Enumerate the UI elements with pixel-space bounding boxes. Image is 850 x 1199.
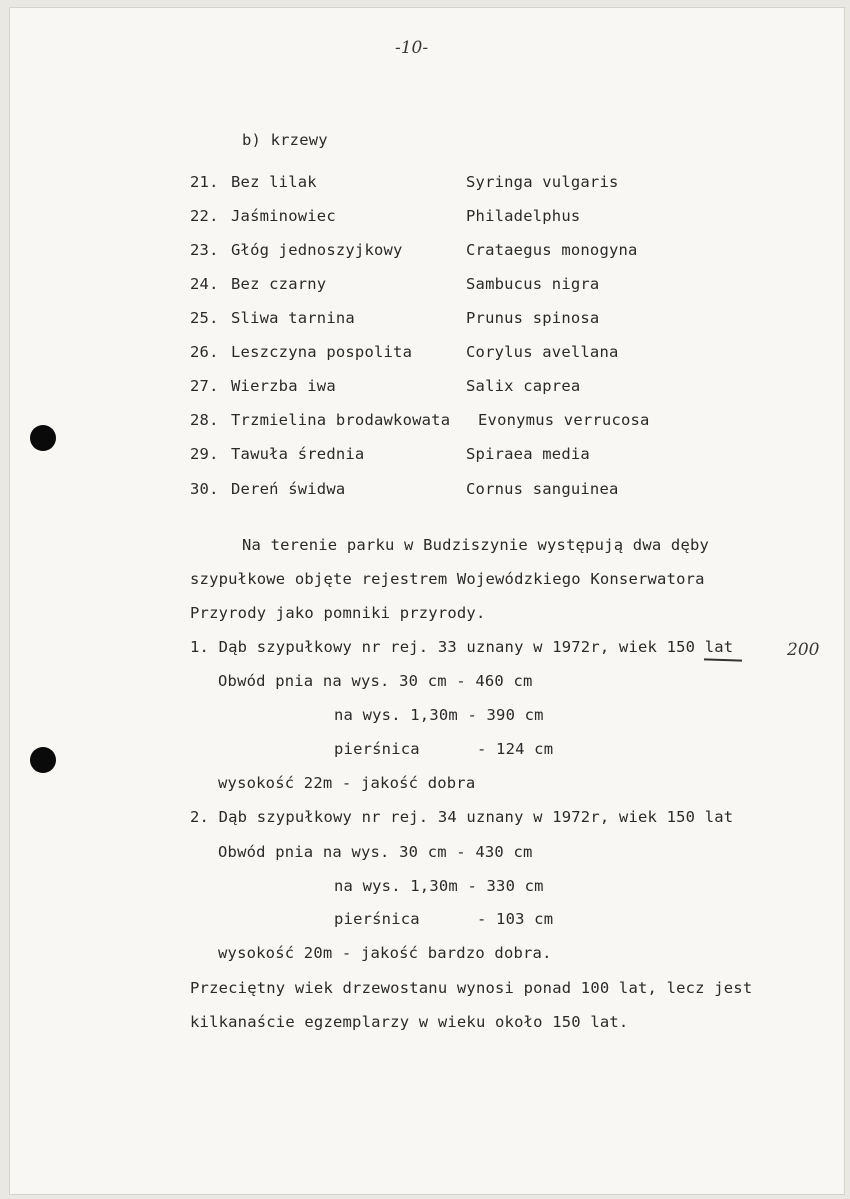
shrub-latin-name: Corylus avellana bbox=[466, 343, 619, 361]
oak1-height-quality: wysokość 22m - jakość dobra bbox=[218, 774, 476, 792]
oak1-title-prefix: 1. Dąb szypułkowy nr rej. 33 uznany w 1972r, wiek bbox=[190, 638, 667, 656]
shrub-polish-name: Jaśminowiec bbox=[231, 207, 336, 225]
oak1-title bbox=[190, 638, 733, 656]
shrub-polish-name: Sliwa tarnina bbox=[231, 309, 355, 327]
shrub-number: 30. bbox=[190, 480, 219, 498]
oak2-circumference-30cm: Obwód pnia na wys. 30 cm - 430 cm bbox=[218, 843, 533, 861]
shrub-polish-name: Dereń świdwa bbox=[231, 480, 346, 498]
oak1-circumference-130cm: na wys. 1,30m - 390 cm bbox=[334, 706, 544, 724]
oak2-circumference-130cm: na wys. 1,30m - 330 cm bbox=[334, 877, 544, 895]
oak1-breast-height: pierśnica - 124 cm bbox=[334, 740, 554, 758]
oak2-height-quality: wysokość 20m - jakość bardzo dobra. bbox=[218, 944, 552, 962]
shrub-latin-name: Salix caprea bbox=[466, 377, 581, 395]
shrub-latin-name: Evonymus verrucosa bbox=[478, 411, 650, 429]
shrub-polish-name: Leszczyna pospolita bbox=[231, 343, 413, 361]
closing-line: kilkanaście egzemplarzy w wieku około 150 lat. bbox=[190, 1013, 629, 1031]
shrub-latin-name: Cornus sanguinea bbox=[466, 480, 619, 498]
punch-hole-lower bbox=[30, 747, 56, 773]
oak1-age: 150 bbox=[666, 638, 696, 656]
closing-line: Przeciętny wiek drzewostanu wynosi ponad 100 lat, lecz jest bbox=[190, 979, 753, 997]
shrub-number: 29. bbox=[190, 445, 219, 463]
section-heading: b) krzewy bbox=[242, 131, 328, 149]
shrub-polish-name: Tawuła średnia bbox=[231, 445, 365, 463]
shrub-polish-name: Wierzba iwa bbox=[231, 377, 336, 395]
shrub-number: 23. bbox=[190, 241, 219, 259]
shrub-number: 26. bbox=[190, 343, 219, 361]
shrub-number: 27. bbox=[190, 377, 219, 395]
oak1-handwritten-note: 200 bbox=[787, 640, 820, 660]
shrub-polish-name: Bez lilak bbox=[231, 173, 317, 191]
punch-hole-upper bbox=[30, 425, 56, 451]
intro-line: Na terenie parku w Budziszynie występują dwa dęby bbox=[242, 536, 710, 554]
intro-line: Przyrody jako pomniki przyrody. bbox=[190, 604, 486, 622]
shrub-polish-name: Trzmielina brodawkowata bbox=[231, 411, 451, 429]
shrub-number: 25. bbox=[190, 309, 219, 327]
page-number: -10- bbox=[395, 38, 429, 58]
shrub-number: 28. bbox=[190, 411, 219, 429]
intro-line: szypułkowe objęte rejestrem Wojewódzkiego Konserwatora bbox=[190, 570, 705, 588]
shrub-number: 21. bbox=[190, 173, 219, 191]
oak1-title-suffix: lat bbox=[695, 638, 734, 656]
shrub-latin-name: Spiraea media bbox=[466, 445, 590, 463]
shrub-number: 22. bbox=[190, 207, 219, 225]
shrub-latin-name: Philadelphus bbox=[466, 207, 581, 225]
shrub-latin-name: Prunus spinosa bbox=[466, 309, 600, 327]
shrub-latin-name: Sambucus nigra bbox=[466, 275, 600, 293]
shrub-latin-name: Syringa vulgaris bbox=[466, 173, 619, 191]
oak1-circumference-30cm: Obwód pnia na wys. 30 cm - 460 cm bbox=[218, 672, 533, 690]
shrub-number: 24. bbox=[190, 275, 219, 293]
oak2-breast-height: pierśnica - 103 cm bbox=[334, 910, 554, 928]
shrub-latin-name: Crataegus monogyna bbox=[466, 241, 638, 259]
oak2-title: 2. Dąb szypułkowy nr rej. 34 uznany w 1972r, wiek 150 lat bbox=[190, 808, 734, 826]
shrub-polish-name: Głóg jednoszyjkowy bbox=[231, 241, 403, 259]
shrub-polish-name: Bez czarny bbox=[231, 275, 327, 293]
